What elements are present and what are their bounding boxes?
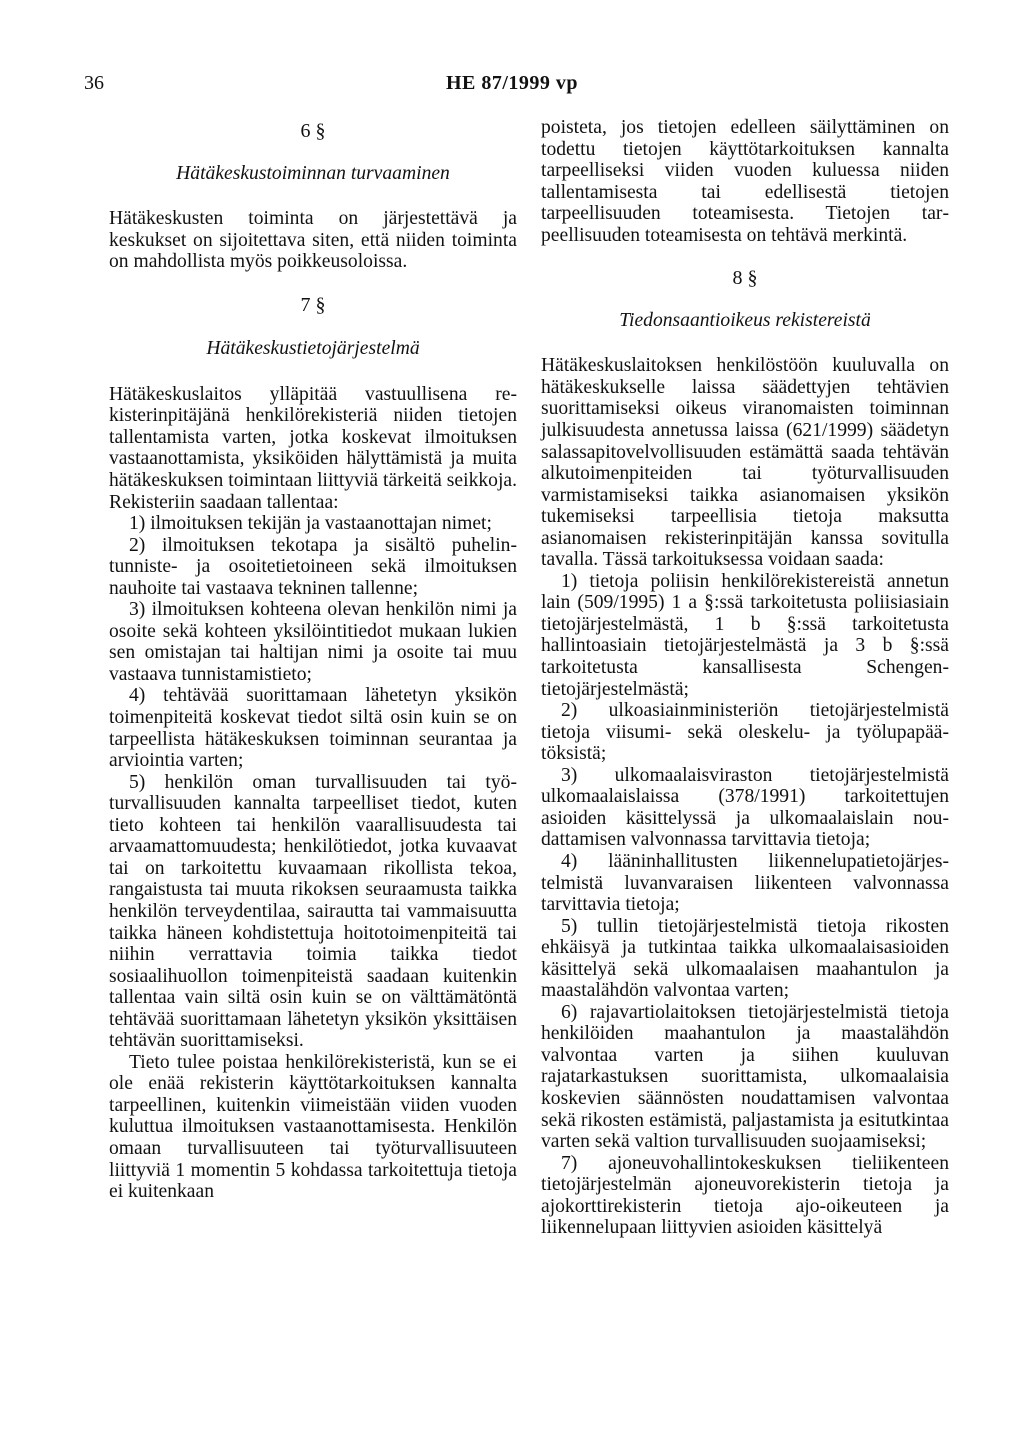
section-6-paragraph: Hätäkeskusten toiminta on järjestettävä ja keskukset on sijoitettava siten, että niiden toiminta on mahdollista myös poikkeusoloissa. xyxy=(109,208,517,273)
section-6-title: Hätäkeskustoiminnan turvaaminen xyxy=(176,162,450,184)
section-7-continuation: poisteta, jos tietojen edelleen säilyttäminen on todettu tietojen käyttötarkoituksen kannalta tarpeelliseksi viiden vuoden kuluessa niiden tallentamisesta tai edellisestä tietojen tarpeellisuuden toteamisesta. Tietojen tarpeellisuuden toteamisesta on tehtävä merkintä. xyxy=(541,117,949,246)
running-head: HE 87/1999 vp xyxy=(445,72,579,94)
section-8-item-3: 3) ulkomaalaisviraston tietojärjestelmistä ulkomaalaislaissa (378/1991) tarkoitettujen asioiden käsittelyssä ja ulkomaalaislain noudattamisen valvonnassa tarvittavia tietoja; xyxy=(541,764,949,851)
page-number: 36 xyxy=(84,72,104,94)
section-7-item-3: 3) ilmoituksen kohteena olevan henkilön nimi ja osoite sekä kohteen yksilöintitiedot mukaan lukien sen omistajan tai haltijan nimi ja osoite tai muu vastaava tunnistamistieto; xyxy=(109,599,517,685)
section-7-item-5: 5) henkilön oman turvallisuuden tai työturvallisuuden kannalta tarpeelliset tiedot, kuten tieto kohteen tai henkilön vaarallisuudesta tai arvaamattomuudesta; henkilötiedot, jotka kuvaavat tai on tarkoitettu kuvaamaan rikollista tekoa, rangaistusta tai muuta rikoksen seuraamusta taikka henkilön terveydentilaa, sairautta tai vammaisuutta taikka häneen kohdistettuja hoitotoimenpiteitä tai niihin verrattavia toimia taikka tiedot sosiaalihuollon toimenpiteistä saadaan kuitenkin tallentaa vain siltä osin kuin se on välttämätöntä tehtävää suorittamaan lähetetyn yksikön yksittäisen tehtävän suorittamiseksi. xyxy=(109,771,517,1052)
section-8-item-5: 5) tullin tietojärjestelmistä tietoja rikosten ehkäisyä ja tutkintaa taikka ulkomaalaisasioiden käsittelyä sekä ulkomaalaisen maahantulon ja maastalähdön valvontaa varten; xyxy=(541,915,949,1002)
section-8-item-2: 2) ulkoasiainministeriön tietojärjestelmistä tietoja viisumi- sekä oleskelu- ja työlupapäätöksistä; xyxy=(541,700,949,765)
right-column xyxy=(541,117,949,1239)
section-7-number: 7 § xyxy=(300,293,326,316)
left-column xyxy=(109,117,517,1203)
section-8-title: Tiedonsaantioikeus rekistereistä xyxy=(619,309,871,331)
section-8-item-1: 1) tietoja poliisin henkilörekistereistä annetun lain (509/1995) 1 a §:ssä tarkoitetusta poliisiasiain tietojärjestelmästä, 1 b §:ssä tarkoitetusta hallintoasiain tietojärjestelmästä ja 3 b §:ssä tarkoitetusta kansallisesta Schengen-tietojärjestelmästä; xyxy=(541,570,949,700)
section-8-item-4: 4) lääninhallitusten liikennelupatietojärjestelmistä luvanvaraisen liikenteen valvonnassa tarvittavia tietoja; xyxy=(541,850,949,916)
section-7-paragraph-2: Tieto tulee poistaa henkilörekisteristä, kun se ei ole enää rekisterin käyttötarkoituksen kannalta tarpeellinen, kuitenkin viimeistään viiden vuoden kuluttua ilmoituksen vastaanottamisesta. Henkilön omaan turvallisuuteen tai työturvallisuuteen liittyviä 1 momentin 5 kohdassa tarkoitettuja tietoja ei kuitenkaan xyxy=(109,1051,517,1203)
section-7-item-1: 1) ilmoituksen tekijän ja vastaanottajan nimet; xyxy=(129,513,492,535)
section-6-number: 6 § xyxy=(300,120,326,142)
section-7-title: Hätäkeskustietojärjestelmä xyxy=(206,338,420,360)
section-8-item-6: 6) rajavartiolaitoksen tietojärjestelmistä tietoja henkilöiden maahantulon ja maastalähdön valvontaa varten ja siihen kuuluvan rajatarkastuksen suorittamista, ulkomaalaisia koskevien säännösten noudattamisen valvontaa sekä rikosten estämistä, paljastamista ja esitutkintaa varten sekä valtion turvallisuuden suojaamiseksi; xyxy=(541,1001,949,1153)
section-7-paragraph-1: Hätäkeskuslaitos ylläpitää vastuullisena rekisterinpitäjänä henkilörekisteriä niiden tietojen tallentamista varten, jotka koskevat ilmoituksen vastaanottamista, yksiköiden hälyttämistä ja muita hätäkeskuksen toimintaan liittyviä tärkeitä seikkoja. Rekisteriin saadaan tallentaa: xyxy=(109,383,517,513)
section-7-item-2: 2) ilmoituksen tekotapa ja sisältö puhelintunniste- ja osoitetietoineen sekä ilmoituksen nauhoite tai vastaava tekninen tallenne; xyxy=(109,534,517,599)
section-8-paragraph-1: Hätäkeskuslaitoksen henkilöstöön kuuluvalla on hätäkeskukselle laissa säädettyjen tehtävien suorittamiseksi oikeus viranomaisten toiminnan julkisuudesta annetussa laissa (621/1999) säädetyn salassapitovelvollisuuden estämättä saada tehtävän alkutoimenpiteiden tai työturvallisuuden varmistamiseksi taikka asianomaisen yksikön tukemiseksi tarpeellisia tietoja maksutta asianomaisen rekisterinpitäjän kanssa sovitulla tavalla. Tässä tarkoituksessa voidaan saada: xyxy=(541,355,949,571)
section-7-item-4: 4) tehtävää suorittamaan lähetetyn yksikön toimenpiteitä koskevat tiedot siltä osin kuin se on tarpeellista hätäkeskuksen toiminnan seurantaa ja arviointia varten; xyxy=(109,685,517,772)
section-8-item-7: 7) ajoneuvohallintokeskuksen tieliikenteen tietojärjestelmän ajoneuvorekisterin tietoja ja ajokorttirekisterin tietoja ajo-oikeuteen ja liikennelupaan liittyvien asioiden käsittelyä xyxy=(541,1152,949,1239)
section-8-number: 8 § xyxy=(732,267,758,290)
